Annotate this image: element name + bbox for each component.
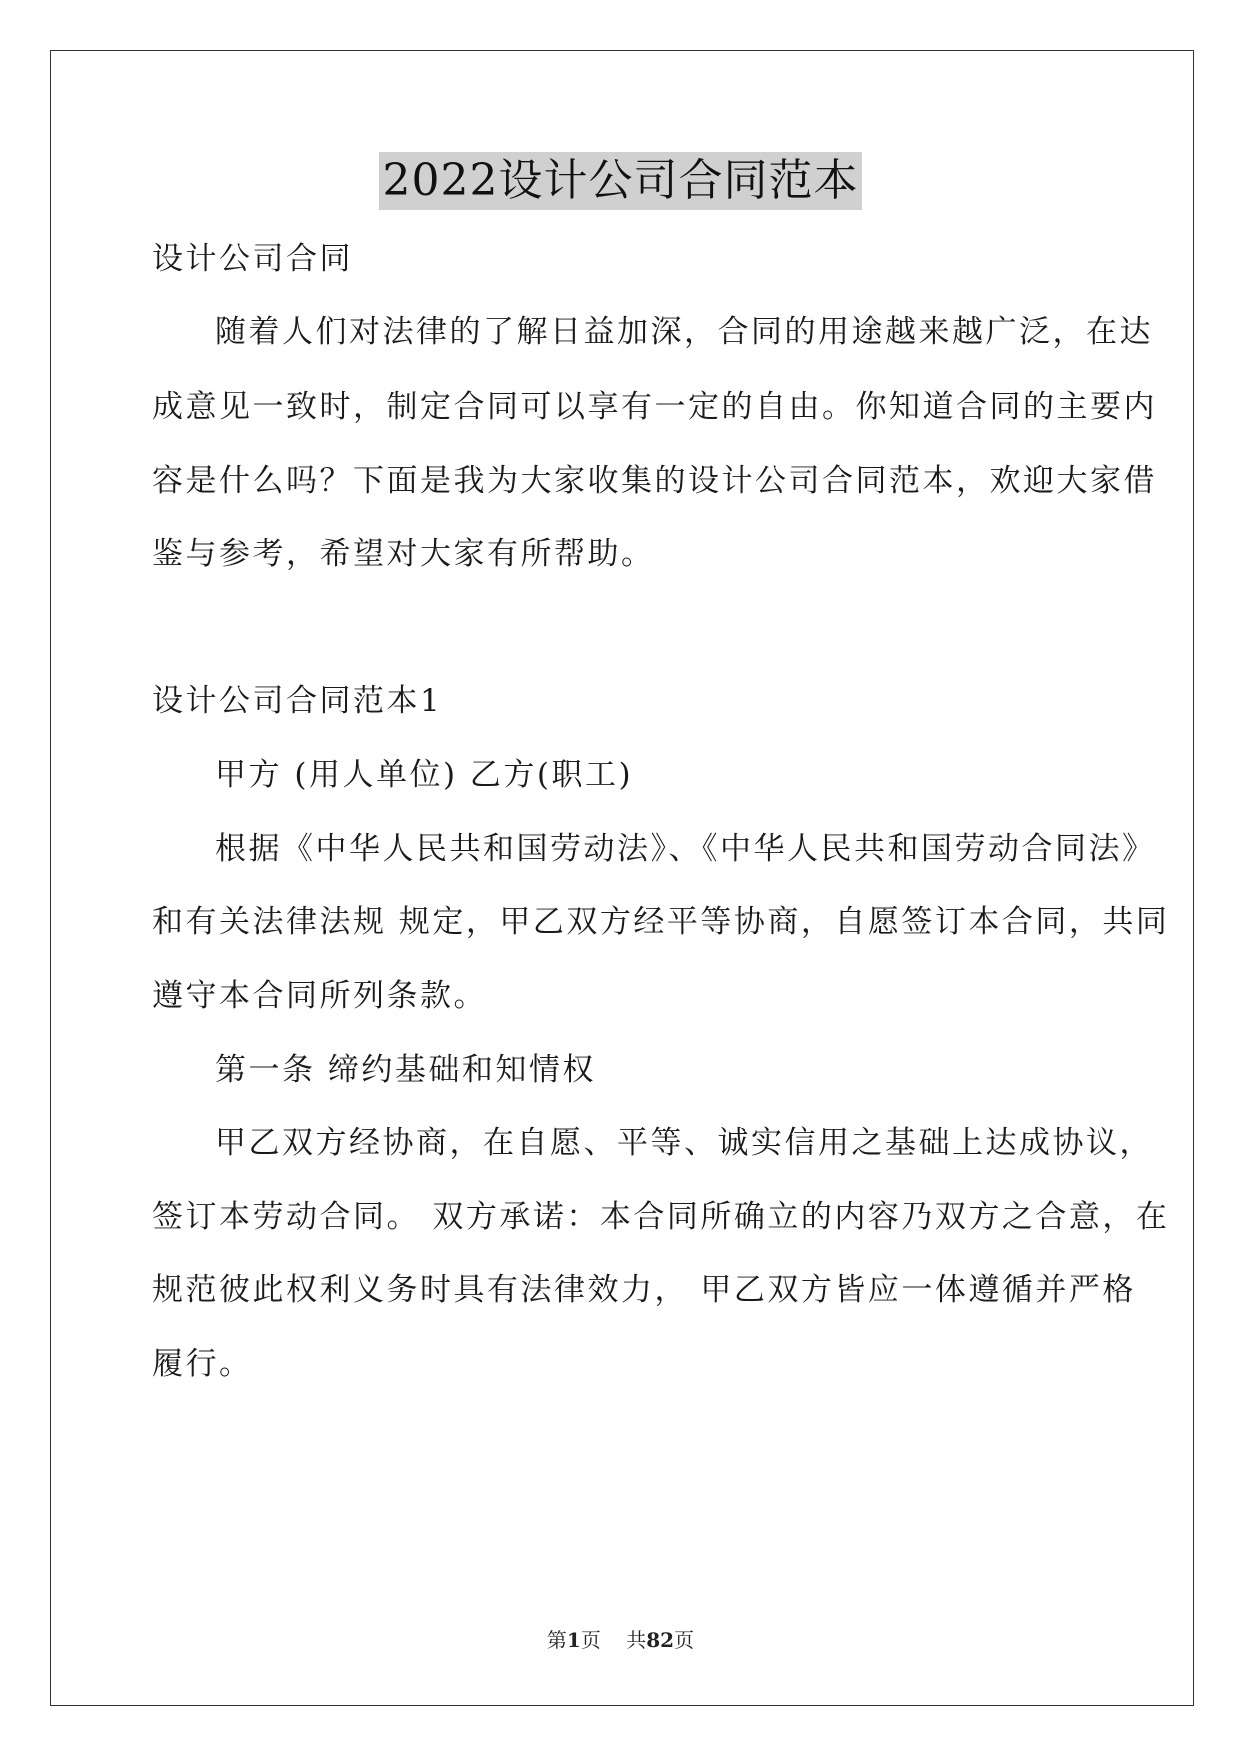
page-prefix: 第 — [546, 1628, 567, 1652]
paragraph-line: 和有关法律法规 规定，甲乙双方经平等协商，自愿签订本合同，共同 — [152, 904, 1170, 940]
intro-heading: 设计公司合同 — [152, 241, 353, 277]
page-footer — [0, 1627, 1241, 1653]
paragraph-line: 根据《中华人民共和国劳动法》、《中华人民共和国劳动合同法》 — [215, 831, 1156, 867]
title-container — [0, 152, 1241, 210]
section-heading: 设计公司合同范本1 — [152, 683, 443, 719]
paragraph-line: 鉴与参考，希望对大家有所帮助。 — [152, 536, 655, 572]
paragraph-line: 遵守本合同所列条款。 — [152, 978, 487, 1014]
paragraph-line: 甲乙双方经协商，在自愿、平等、诚实信用之基础上达成协议， — [215, 1125, 1153, 1161]
paragraph-line: 规范彼此权利义务时具有法律效力， 甲乙双方皆应一体遵循并严格 — [152, 1272, 1136, 1308]
paragraph-line: 随着人们对法律的了解日益加深，合同的用途越来越广泛，在达 — [215, 314, 1153, 350]
paragraph-line: 甲方 (用人单位) 乙方(职工) — [215, 757, 634, 793]
total-prefix: 共 — [626, 1628, 647, 1652]
page-border — [50, 50, 1194, 1706]
total-suffix: 页 — [674, 1628, 695, 1652]
paragraph-line: 签订本劳动合同。 双方承诺：本合同所确立的内容乃双方之合意，在 — [152, 1199, 1170, 1235]
page-suffix: 页 — [580, 1628, 601, 1652]
total-pages: 82 — [646, 1628, 675, 1652]
document-title: 2022设计公司合同范本 — [379, 152, 863, 210]
paragraph-line: 容是什么吗？下面是我为大家收集的设计公司合同范本，欢迎大家借 — [152, 463, 1157, 499]
paragraph-line: 履行。 — [152, 1346, 253, 1382]
paragraph-line: 成意见一致时，制定合同可以享有一定的自由。你知道合同的主要内 — [152, 389, 1157, 425]
article-heading: 第一条 缔约基础和知情权 — [215, 1052, 596, 1088]
page-number: 1 — [566, 1628, 581, 1652]
